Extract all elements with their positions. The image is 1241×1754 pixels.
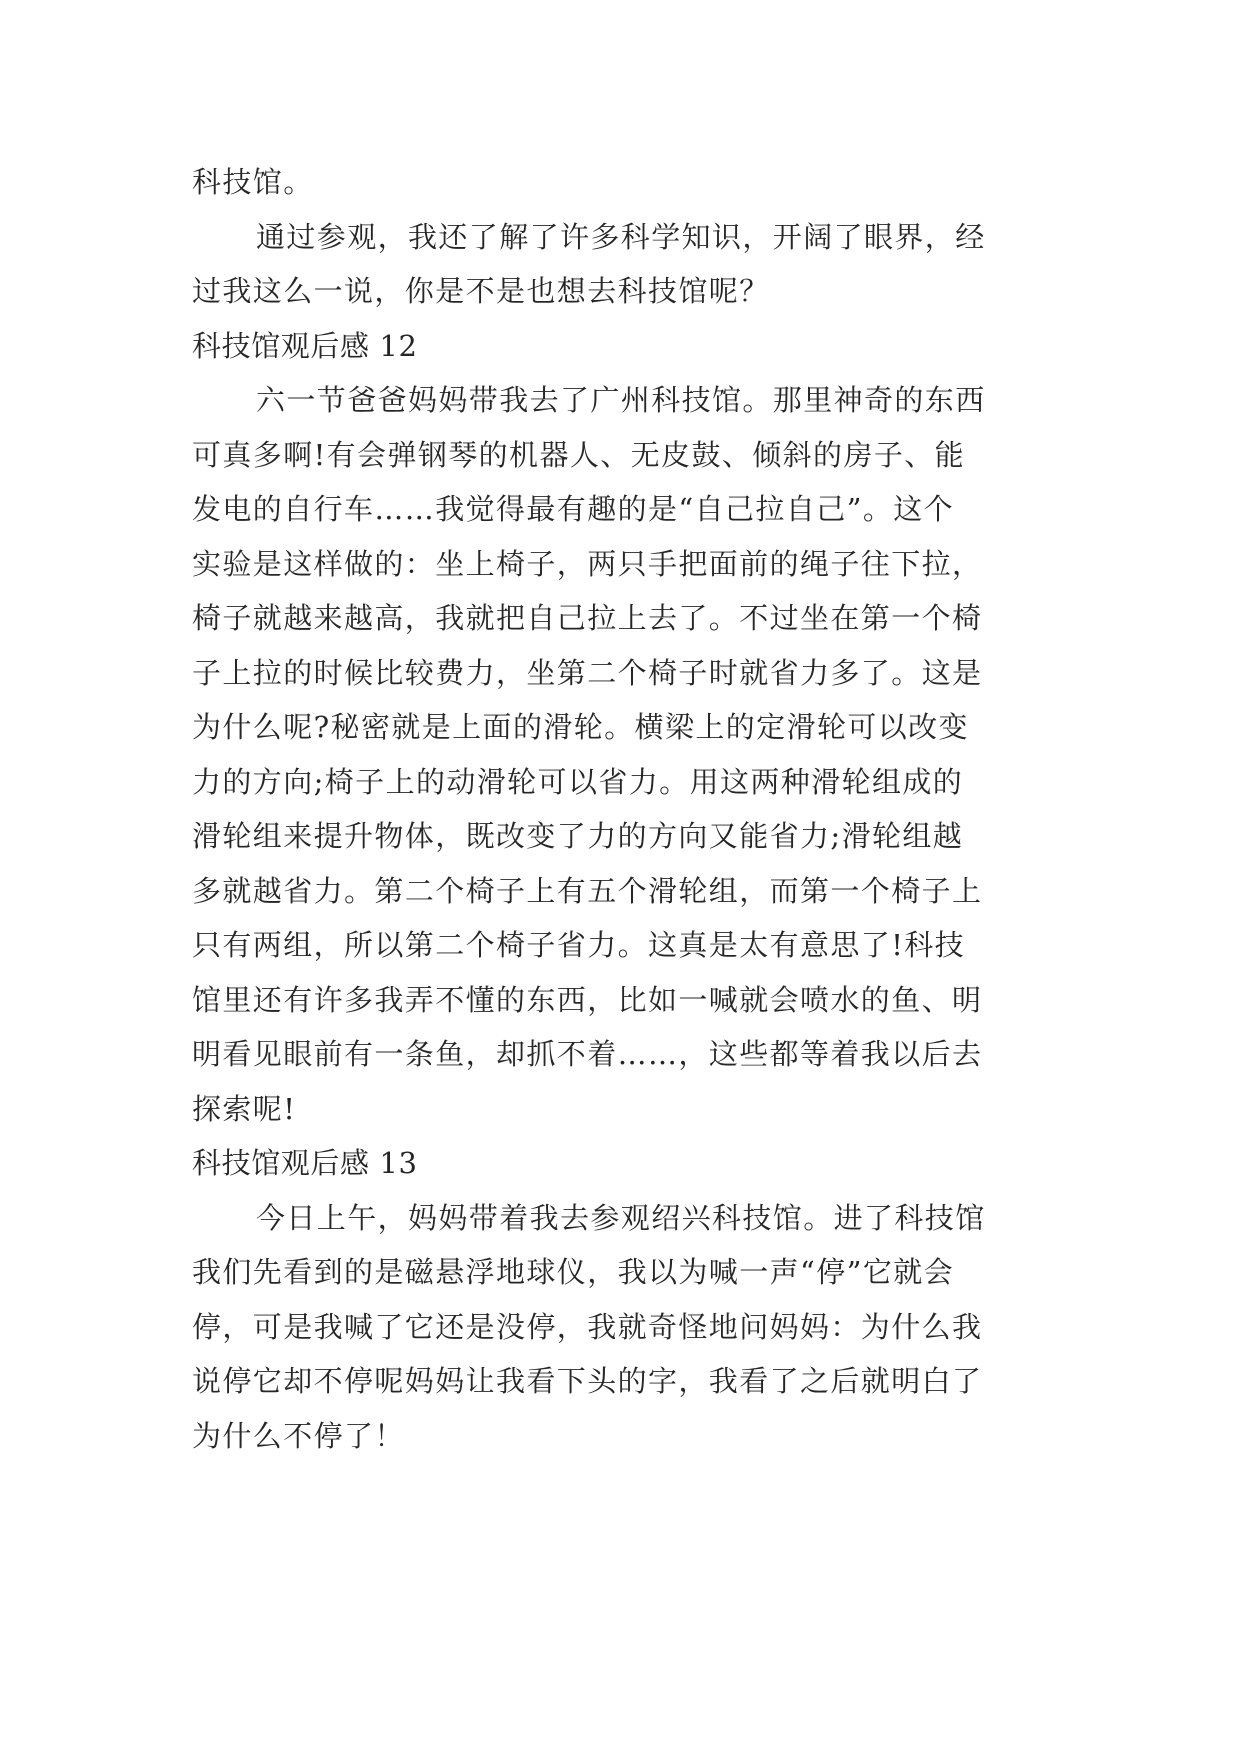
text-line: 发电的自行车……我觉得最有趣的是“自己拉自己”。这个: [192, 492, 955, 526]
text-line: 馆里还有许多我弄不懂的东西，比如一喊就会喷水的鱼、明: [192, 982, 983, 1017]
text-line: 明看见眼前有一条鱼，却抓不着……，这些都等着我以后去: [192, 1037, 983, 1071]
text-line: 力的方向;椅子上的动滑轮可以省力。用这两种滑轮组成的: [192, 764, 964, 799]
text-line: 我们先看到的是磁悬浮地球仪，我以为喊一声“停”它就会: [192, 1255, 955, 1289]
paragraph: [192, 1191, 1052, 1464]
text-line: 为什么呢?秘密就是上面的滑轮。横梁上的定滑轮可以改变: [192, 710, 969, 744]
text-line: 今日上午，妈妈带着我去参观绍兴科技馆。进了科技馆: [256, 1200, 986, 1235]
text-line: 通过参观，我还了解了许多科学知识，开阔了眼界，经: [256, 219, 986, 254]
text-line: 六一节爸爸妈妈带我去了广州科技馆。那里神奇的东西: [256, 383, 986, 417]
paragraph: [192, 155, 1052, 210]
section-heading: 科技馆观后感 13: [192, 1146, 418, 1180]
section-heading: 科技馆观后感 12: [192, 328, 418, 363]
text-line: 停，可是我喊了它还是没停，我就奇怪地问妈妈：为什么我: [192, 1309, 983, 1344]
text-line: 实验是这样做的：坐上椅子，两只手把面前的绳子往下拉，: [192, 546, 983, 581]
text-line: 子上拉的时候比较费力，坐第二个椅子时就省力多了。这是: [192, 655, 983, 690]
text-line: 说停它却不停呢妈妈让我看下头的字，我看了之后就明白了: [192, 1364, 983, 1398]
text-line: 过我这么一说，你是不是也想去科技馆呢？: [192, 274, 770, 308]
text-line: 只有两组，所以第二个椅子省力。这真是太有意思了!科技: [192, 928, 966, 962]
text-line: 椅子就越来越高，我就把自己拉上去了。不过坐在第一个椅: [192, 601, 983, 635]
text-line: 滑轮组来提升物体，既改变了力的方向又能省力;滑轮组越: [192, 819, 964, 853]
paragraph: [192, 373, 1052, 1136]
text-line: 可真多啊!有会弹钢琴的机器人、无皮鼓、倾斜的房子、能: [192, 437, 966, 472]
document-page: [192, 155, 1052, 1463]
text-line: 多就越省力。第二个椅子上有五个滑轮组，而第一个椅子上: [192, 873, 983, 908]
text-line: 为什么不停了！: [192, 1418, 405, 1453]
text-line: 探索呢!: [192, 1091, 297, 1126]
paragraph: [192, 210, 1052, 319]
text-line: 科技馆。: [192, 165, 314, 199]
